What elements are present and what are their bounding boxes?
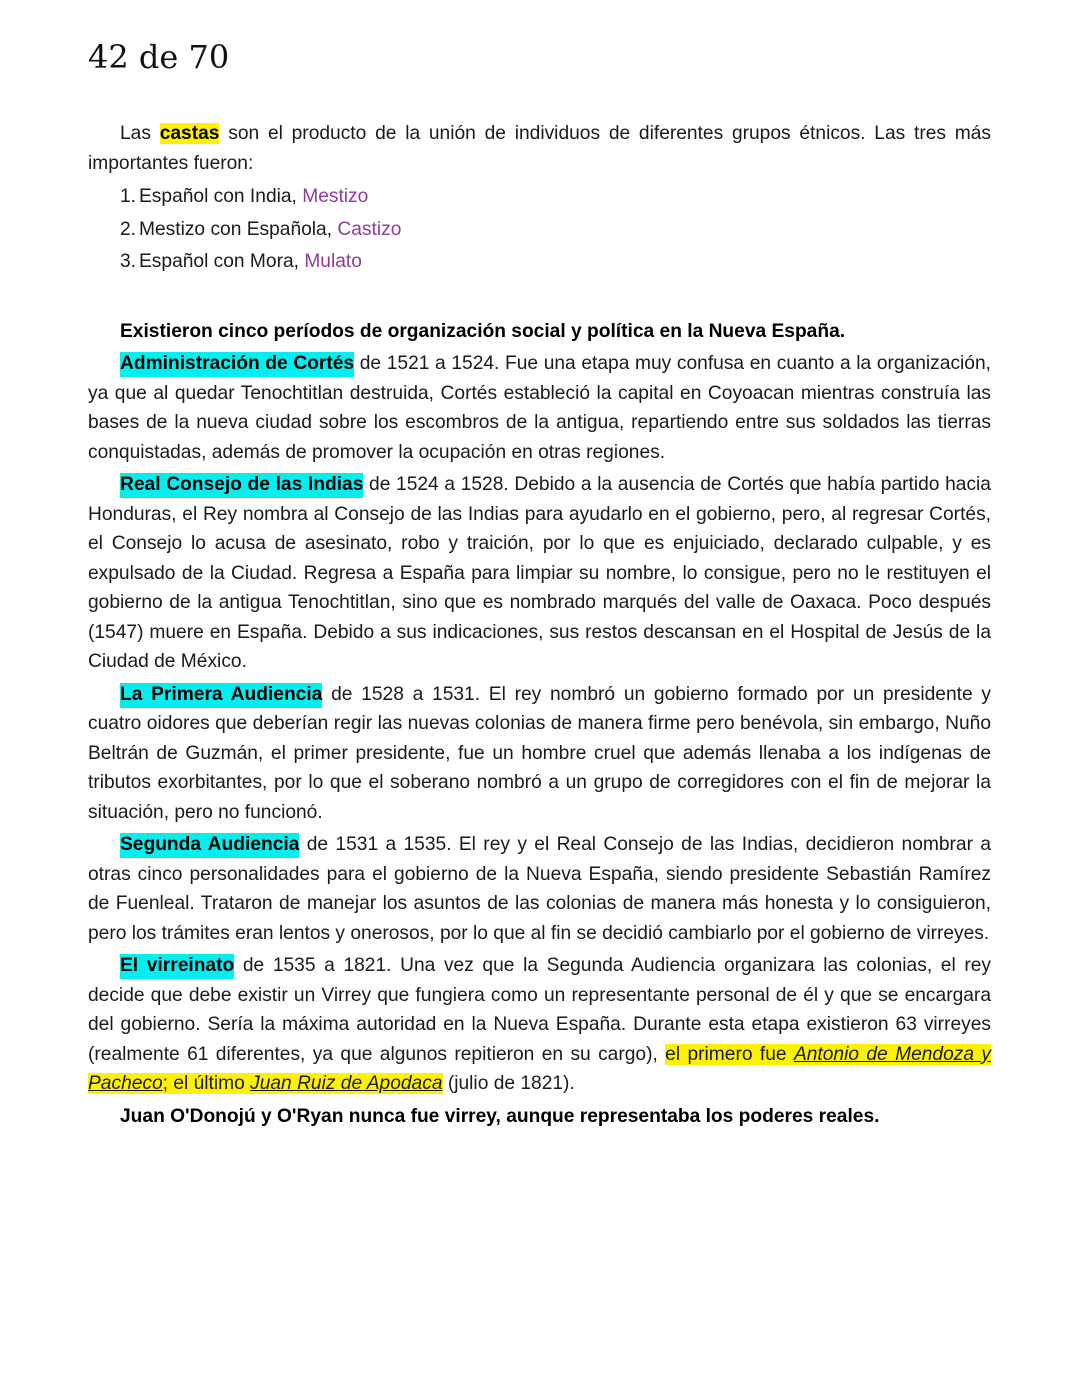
list-text: Mestizo con Española, [139,218,338,240]
first-prefix: el primero fue [665,1043,794,1065]
keyword-castas: castas [159,123,220,144]
list-item [88,181,991,214]
first-viceroy-name: Antonio de Mendoza y Pacheco [88,1043,991,1094]
period-body: de 1531 a 1535. El rey y el Real Consejo de las Indias, decidieron nombrar a otras cinco personalidades para el gobierno de la Nueva España, siendo presidente Sebastián Ramírez de Fuenleal. Trataron de manejar los asuntos de las colonias de manera más honesta y lo consiguieron, pero los trámites eran lentos y onerosos, por lo que al fin se decidió cambiarlo por el gobierno de virreyes. [88,834,991,944]
period-body: de 1521 a 1524. Fue una etapa muy confusa en cuanto a la organización, ya que al quedar Tenochtitlan destruida, Cortés estableció la capital en Coyoacan mientras construía las bases de la nueva ciudad sobre los escombros de la antigua, repartiendo entre sus soldados las tierras conquistadas, además de promover la ocupación en otras regiones. [88,353,991,463]
list-number: 2. [120,218,137,240]
casta-result: Mulato [304,251,362,272]
period-paragraph [88,349,991,467]
period-body: de 1535 a 1821. Una vez que la Segunda Audiencia organizara las colonias, el rey decide que debe existir un Virrey que fungiera como un representante personal de él y que se encargara del gobierno. Sería la máxima autoridad en la Nueva España. Durante esta etapa existieron 63 virreyes (realmente 61 diferentes, ya que algunos repitieron en su cargo), [88,955,992,1065]
period-title: Administración de Cortés [120,352,354,377]
closing-statement: Juan O'Donojú y O'Ryan nunca fue virrey, aunque representaba los poderes reales. [120,1105,880,1127]
last-viceroy-name: Juan Ruiz de Apodaca [250,1073,443,1094]
last-prefix: ; el último [162,1073,251,1094]
list-text: Español con Mora, [139,251,305,272]
period-title: La Primera Audiencia [120,683,322,708]
intro-paragraph [88,119,991,178]
list-item [88,214,991,247]
list-number: 1. [120,186,137,207]
period-paragraph [88,470,991,677]
casta-result: Castizo [337,218,402,240]
period-title: Segunda Audiencia [120,833,299,858]
document-body [88,119,991,1131]
list-number: 3. [120,251,137,272]
page-counter: 42 de 70 [88,38,230,76]
period-tail: (julio de 1821). [447,1073,575,1094]
period-body: de 1524 a 1528. Debido a la ausencia de Cortés que había partido hacia Honduras, el Rey nombra al Consejo de las Indias para ayudarlo en el gobierno, pero, al regresar Cortés, el Consejo lo acusa de asesinato, robo y traición, por lo que es enjuiciado, declarado culpable, y es expulsado de la Ciudad. Regresa a España para limpiar su nombre, lo consigue, pero no le restituyen el gobierno de la antigua Tenochtitlan, sino que es nombrado marqués del valle de Oaxaca. Poco después (1547) muere en España. Debido a sus indicaciones, sus restos descansan en el Hospital de Jesús de la Ciudad de México. [88,474,991,672]
period-title: Real Consejo de las Indias [120,473,363,498]
castas-list [88,181,991,279]
period-title: El virreinato [120,954,234,979]
intro-text-before: Las [120,123,160,144]
period-paragraph [88,680,991,828]
period-paragraph-virreinato [88,951,991,1099]
period-body: de 1528 a 1531. El rey nombró un gobierno formado por un presidente y cuatro oidores que deberían regir las nuevas colonias de manera firme pero benévola, sin embargo, Nuño Beltrán de Guzmán, el primer presidente, fue un hombre cruel que además llenaba a los indígenas de tributos exorbitantes, por lo que el soberano nombró a un grupo de corregidores con el fin de mejorar la situación, pero no funcionó. [88,683,991,823]
section-heading: Existieron cinco períodos de organización social y política en la Nueva España. [120,320,846,342]
list-item [88,246,991,279]
intro-text-after: son el producto de la unión de individuos de diferentes grupos étnicos. Las tres más importantes fueron: [88,123,991,174]
list-text: Español con India, [139,186,303,207]
casta-result: Mestizo [302,186,369,207]
period-paragraph [88,830,991,948]
